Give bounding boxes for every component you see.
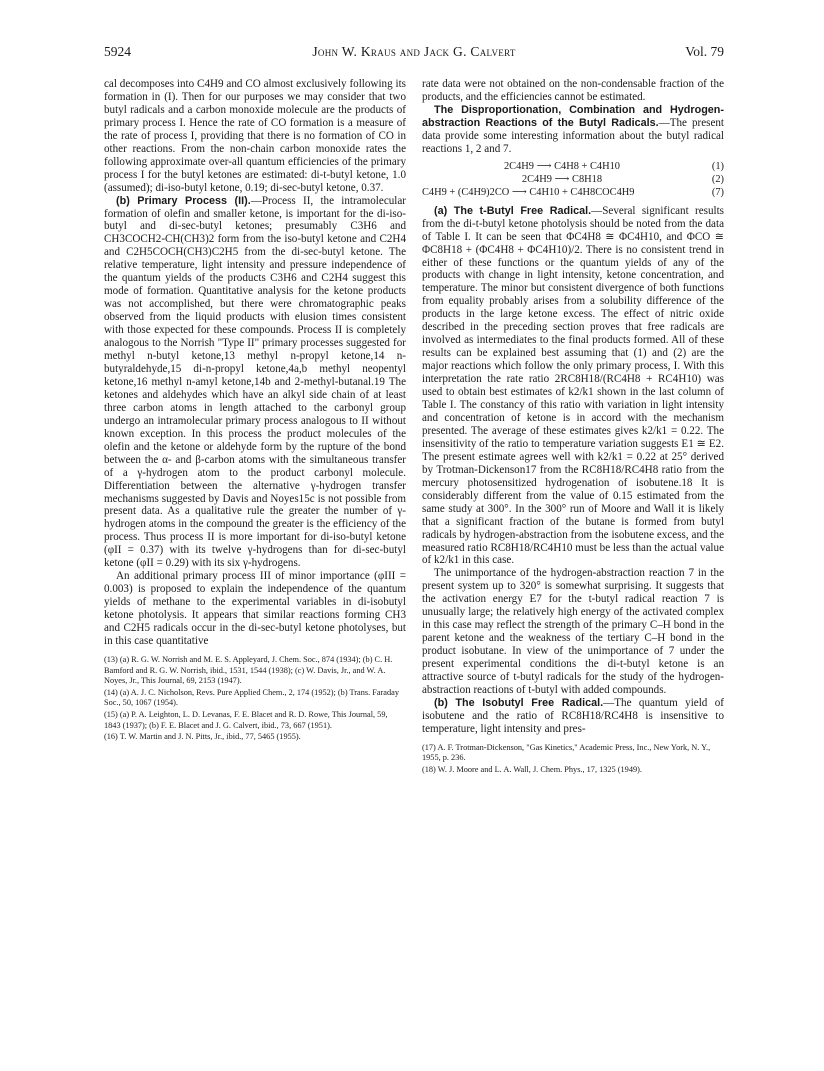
section-title: The Disproportionation, Combination and Hydrogen-abstraction Reactions of the Butyl Radicals. xyxy=(422,103,724,129)
equation-number: (1) xyxy=(711,160,724,172)
footnote: (14) (a) A. J. C. Nicholson, Revs. Pure Applied Chem., 2, 174 (1952); (b) Trans. Faraday Soc., 50, 1067 (1954). xyxy=(104,687,399,708)
footnotes-right xyxy=(422,743,724,776)
equation-expression: 2C4H9 ⟶ C8H18 xyxy=(521,173,603,185)
run-in-heading: (b) Primary Process (II). xyxy=(116,194,251,207)
equation xyxy=(422,160,724,173)
footnote: (18) W. J. Moore and L. A. Wall, J. Chem. Phys., 17, 1325 (1949). xyxy=(422,764,642,774)
equation-block xyxy=(422,160,724,199)
footnote: (17) A. F. Trotman-Dickenson, "Gas Kinetics," Academic Press, Inc., New York, N. Y., 1955, p. 236. xyxy=(422,742,711,763)
footnotes-left xyxy=(104,655,406,743)
paragraph-primary-process-ii xyxy=(104,195,406,571)
page-number: 5924 xyxy=(104,44,131,59)
paragraph-text: —Process II, the intramolecular formation of olefin and smaller ketone, is important for the di-iso-butyl and di-sec-butyl ketones; presumably C3H6 and CH3COCH2-CH(CH3)2 form from the iso-butyl ketone and C2H4 and C2H5COCH(CH3)C2H5 from the di-sec-butyl ketone. The relative temperature, light intensity and pressure independence of the quantum yields of the products C3H6 and C2H4 suggest this mode of formation. Quantitative analysis for the ketone products was not accomplished, but there were chromatographic peaks observed from the liquid products with elusion times consistent with those expected for these compounds. Process II is completely analogous to the Norrish "Type II" primary processes suggested for methyl n-butyl ketone,13 methyl n-propyl ketone,14 n-butyraldehyde,15 di-n-propyl ketone,4a,b methyl neopentyl ketone,16 methyl n-amyl ketone,14b and 2-methyl-butanal.19 The ketones and aldehydes which have an alkyl side chain of at least three carbon atoms in length attached to the carbonyl group undergo an intramolecular primary process analogous to II without known exception. In this process the product molecules of the olefin and the ketone or aldehyde form by the rupture of the bond between the α- and β-carbon atoms with the simultaneous transfer of a γ-hydrogen atom to the product carbonyl molecule. Differentiation between the alternative γ-hydrogen transfer mechanisms suggested by Davis and Noyes15c is not possible from present data. As a qualitative rule the greater the number of γ-hydrogen atoms in the compound the greater is the efficiency of the process. Thus process II is more important for di-iso-butyl ketone (φII = 0.37) with its twelve γ-hydrogens than for di-sec-butyl ketone (φII = 0.29) with its six γ-hydrogens. xyxy=(104,194,406,570)
left-column xyxy=(104,78,406,744)
paragraph: An additional primary process III of minor importance (φIII = 0.003) is proposed to explain the independence of the quantum yields of methane to the experimental variables in di-isobutyl ketone photolysis. It appears that similar reactions forming CH3 and C2H5 radicals occur in the di-sec-butyl ketone photolyses, but in this case quantitative xyxy=(104,570,406,647)
page-header xyxy=(104,44,724,64)
equation xyxy=(422,186,724,199)
paragraph: rate data were not obtained on the non-condensable fraction of the products, and the efficiencies cannot be estimated. xyxy=(422,78,724,103)
paragraph: cal decomposes into C4H9 and CO almost exclusively following its formation in (I). Then for our purposes we may consider that two butyl radicals and a carbon monoxide molecule are the products of primary process I. Hence the rate of CO formation is a measure of the rate of process I, providing that there is no formation of CO in other reactions. From the non-chain carbon monoxide rates the following approximate over-all quantum efficiencies of the primary process I for the butyl ketones are estimated: di-t-butyl ketone, 1.0 (assumed); di-iso-butyl ketone, 0.19; di-sec-butyl ketone, 0.37. xyxy=(104,78,406,194)
footnote: (13) (a) R. G. W. Norrish and M. E. S. Appleyard, J. Chem. Soc., 874 (1934); (b) C. H. Bamford and R. G. W. Norrish, ibid., 1531, 1544 (1938); (c) W. Davis, Jr., and W. A. Noyes, Jr., This Journal, 69, 2153 (1947). xyxy=(104,654,393,686)
running-authors: John W. Kraus and Jack G. Calvert xyxy=(312,44,516,59)
equation-number: (7) xyxy=(711,186,724,198)
volume-label: Vol. 79 xyxy=(685,44,724,59)
paragraph-text: —Several significant results from the di-t-butyl ketone photolysis should be noted from the data of Table I. It can be seen that ΦC4H8 ≅ ΦC4H10, and ΦCO ≅ ΦC8H18 + (ΦC4H8 + ΦC4H10)/2. There is no consistent trend in either of these functions or the quantum yields of any of the products with change in light intensity, ketone concentration, and temperature. The minor but consistent divergence of both functions from equality probably arises from a solubility difference of the products in the large ketone excess. The effect of nitric oxide described in the preceding section proves that free radicals are involved as intermediates to the final products formed. All of these results can be explained best assuming that (1) and (2) are the major reactions which follow the only primary process, I. With this interpretation the rate ratio 2RC8H18/(RC4H8 + RC4H10) was used to obtain best estimates of k2/k1 shown in the last column of Table I. The constancy of this ratio with variation in light intensity and concentration of ketone is in accord with the mechanism presented. The average of these estimates gives k2/k1 = 0.22. The insensitivity of the ratio to temperature variation suggests E1 ≅ E2. The present estimate agrees well with k2/k1 = 0.22 at 25° derived by Trotman-Dickenson17 from the RC8H18/RC4H8 ratio from the mercury photosensitized hydrogenation of isobutene.18 It is considerably different from the value of 0.15 estimated from the same study at 300°. In the 300° run of Moore and Wall it is likely that a significant fraction of the butane is formed from butyl radicals by hydrogen-abstraction from the isobutene excess, and the measured ratio RC8H18/RC4H10 must be less than the actual value of k2/k1 in this case. xyxy=(422,204,724,567)
run-in-heading: (a) The t-Butyl Free Radical. xyxy=(434,204,592,217)
right-column xyxy=(422,78,724,777)
equation-number: (2) xyxy=(711,173,724,185)
equation xyxy=(422,173,724,186)
paragraph-text: —The quantum yield of isobutene and the ratio of RC8H18/RC4H8 is insensitive to temperature, light intensity and pres- xyxy=(422,696,724,735)
section-paragraph xyxy=(422,104,724,156)
footnote: (16) T. W. Martin and J. N. Pitts, Jr., ibid., 77, 5465 (1955). xyxy=(104,732,301,742)
equation-expression: 2C4H9 ⟶ C4H8 + C4H10 xyxy=(503,160,620,172)
paragraph-t-butyl xyxy=(422,205,724,568)
footnote: (15) (a) P. A. Leighton, L. D. Levanas, F. E. Blacet and R. D. Rowe, This Journal, 59, 1843 (1937); (b) F. E. Blacet and J. G. Calvert, ibid., 73, 667 (1951). xyxy=(104,709,388,730)
equation-expression: C4H9 + (C4H9)2CO ⟶ C4H10 + C4H8COC4H9 xyxy=(422,186,635,198)
paragraph-isobutyl xyxy=(422,697,724,736)
paragraph-text: —The present data provide some interesting information about the butyl radical reactions 1, 2 and 7. xyxy=(422,116,724,155)
run-in-heading: (b) The Isobutyl Free Radical. xyxy=(434,696,604,709)
paragraph: The unimportance of the hydrogen-abstraction reaction 7 in the present system up to 320° is somewhat surprising. It suggests that the activation energy E7 for the t-butyl radical reaction 7 is unusually large; the relatively high energy of the activated complex in this case may reflect the strength of the primary C–H bond in the parent ketone and the weakness of the tertiary C–H bond in the product isobutane. In view of the unimportance of 7 under the present experimental conditions the di-t-butyl ketone is an attractive source of t-butyl radicals for the study of the hydrogen-abstraction reactions of t-butyl with added compounds. xyxy=(422,567,724,696)
